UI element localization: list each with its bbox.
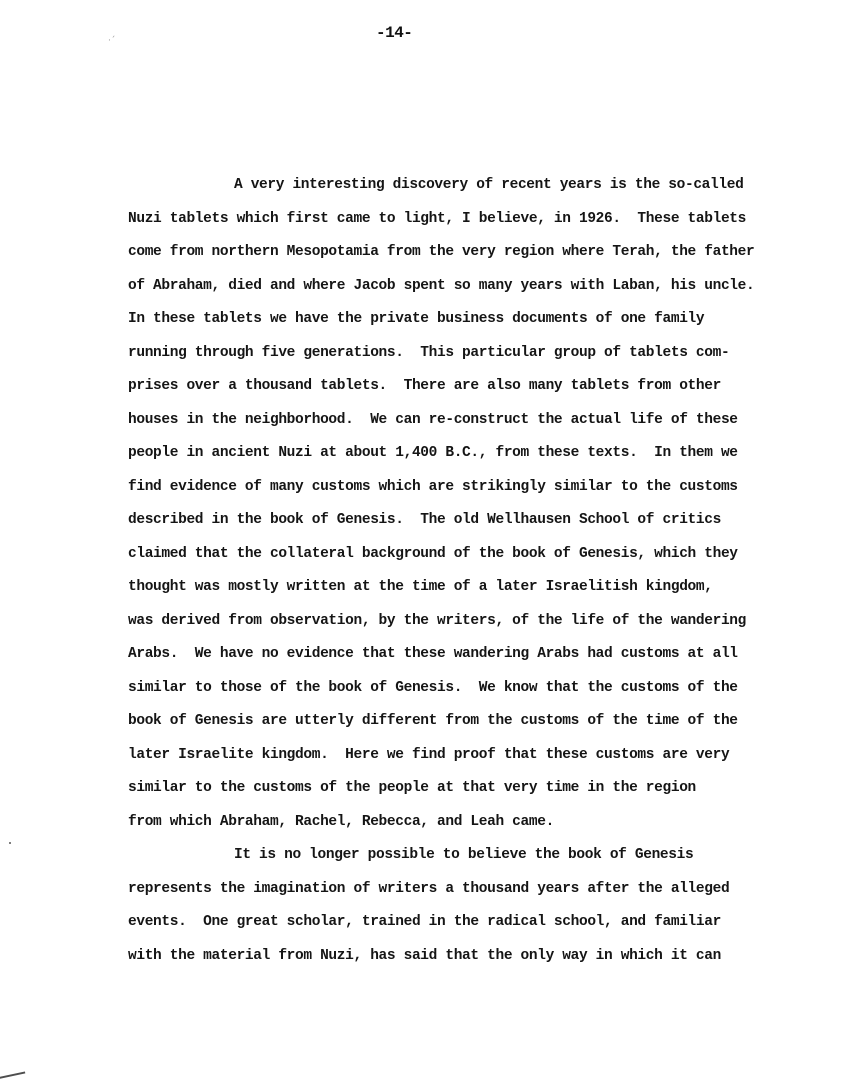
paragraph-1-line-13: thought was mostly written at the time of a later Israelitish kingdom, [128, 579, 713, 595]
paragraph-1-line-12: claimed that the collateral background of the book of Genesis, which they [128, 545, 738, 562]
paragraph-1-line-17: book of Genesis are utterly different from the customs of the time of the [128, 713, 738, 729]
paragraph-1-line-10: find evidence of many customs which are strikingly similar to the customs [128, 478, 738, 495]
paragraph-1-line-1: A very interesting discovery of recent years is the so-called [234, 177, 744, 193]
paragraph-1-line-4: of Abraham, died and where Jacob spent so many years with Laban, his uncle. [128, 277, 755, 294]
paragraph-1-line-14: was derived from observation, by the writers, of the life of the wandering [128, 612, 747, 629]
paragraph-1-line-8: houses in the neighborhood. We can re-construct the actual life of these [128, 411, 738, 428]
paragraph-1-line-3: come from northern Mesopotamia from the very region where Terah, the father [128, 244, 755, 260]
paragraph-1-line-15: Arabs. We have no evidence that these wandering Arabs had customs at all [128, 646, 738, 662]
margin-smudge: ·´ [108, 36, 116, 46]
paragraph-1-line-5: In these tablets we have the private business documents of one family [128, 311, 705, 327]
paragraph-1-line-6: running through five generations. This particular group of tablets com- [128, 344, 730, 361]
paragraph-2-line-4: with the material from Nuzi, has said that the only way in which it can [128, 947, 721, 964]
corner-mark [0, 1071, 27, 1089]
paragraph-2-line-1: It is no longer possible to believe the book of Genesis [234, 847, 694, 863]
paragraph-1-line-19: similar to the customs of the people at that very time in the region [128, 780, 696, 796]
paper-speck [9, 842, 11, 844]
paragraph-1-line-18: later Israelite kingdom. Here we find proof that these customs are very [128, 746, 730, 763]
paragraph-1-line-20: from which Abraham, Rachel, Rebecca, and Leah came. [128, 813, 554, 830]
paragraph-2-line-2: represents the imagination of writers a thousand years after the alleged [128, 880, 730, 897]
paragraph-1-line-16: similar to those of the book of Genesis. We know that the customs of the [128, 679, 738, 696]
paragraph-1-line-9: people in ancient Nuzi at about 1,400 B.C., from these texts. In them we [128, 445, 738, 461]
body-text [128, 172, 768, 976]
paragraph-1-line-11: described in the book of Genesis. The old Wellhausen School of critics [128, 512, 721, 528]
paragraph-1-line-2: Nuzi tablets which first came to light, I believe, in 1926. These tablets [128, 210, 747, 227]
paragraph-1-line-7: prises over a thousand tablets. There are also many tablets from other [128, 378, 721, 394]
paragraph-2-line-3: events. One great scholar, trained in the radical school, and familiar [128, 914, 721, 930]
page-number: -14- [376, 24, 413, 42]
